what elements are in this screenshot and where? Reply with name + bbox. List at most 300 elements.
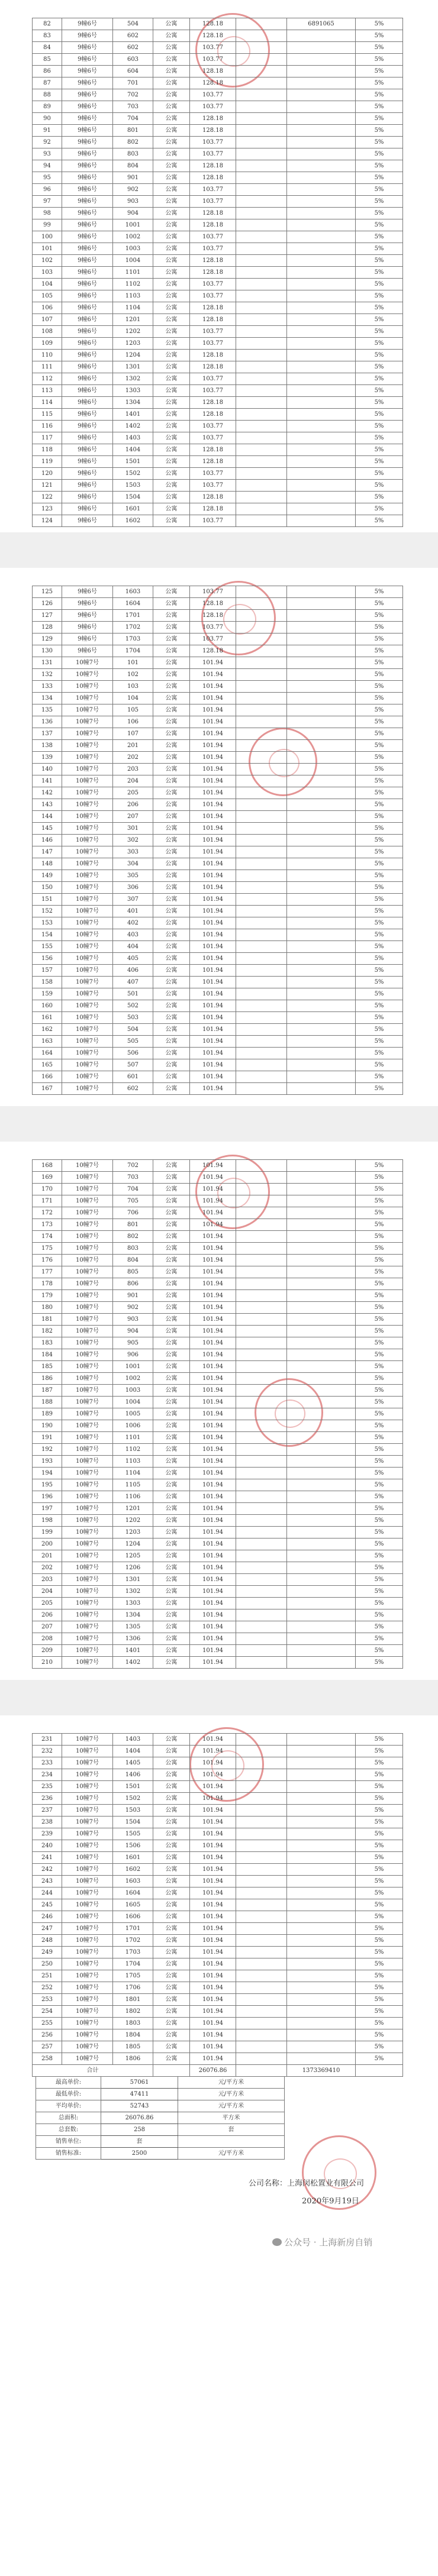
cell-use: 公寓 bbox=[153, 941, 190, 953]
cell-bldg: 10幢7号 bbox=[62, 1887, 113, 1899]
cell-pct: 5% bbox=[356, 929, 403, 941]
cell-room: 1501 bbox=[113, 456, 153, 468]
cell-use: 公寓 bbox=[153, 610, 190, 622]
cell-pct: 5% bbox=[356, 1243, 403, 1255]
cell-use: 公寓 bbox=[153, 1468, 190, 1479]
table-row bbox=[33, 645, 403, 657]
cell-no: 82 bbox=[33, 18, 62, 30]
cell-total bbox=[287, 1994, 356, 2006]
cell-price bbox=[236, 1746, 287, 1757]
cell-price bbox=[236, 2006, 287, 2018]
cell-pct: 5% bbox=[356, 1793, 403, 1805]
cell-pct: 5% bbox=[356, 30, 403, 42]
cell-price bbox=[236, 1036, 287, 1048]
cell-pct: 5% bbox=[356, 1562, 403, 1574]
cell-room: 305 bbox=[113, 870, 153, 882]
cell-area: 101.94 bbox=[190, 1746, 236, 1757]
cell-area: 101.94 bbox=[190, 929, 236, 941]
cell-price bbox=[236, 1491, 287, 1503]
cell-pct: 5% bbox=[356, 503, 403, 515]
cell-total bbox=[287, 870, 356, 882]
cell-price bbox=[236, 1083, 287, 1095]
cell-use: 公寓 bbox=[153, 1000, 190, 1012]
cell-price bbox=[236, 1864, 287, 1876]
cell-price bbox=[236, 1255, 287, 1266]
cell-price bbox=[236, 1734, 287, 1746]
cell-price bbox=[236, 1444, 287, 1456]
cell-pct: 5% bbox=[356, 208, 403, 219]
cell-bldg: 10幢7号 bbox=[62, 1012, 113, 1024]
cell-total bbox=[287, 752, 356, 764]
table-row bbox=[33, 1935, 403, 1947]
cell-use: 公寓 bbox=[153, 385, 190, 397]
cell-bldg: 10幢7号 bbox=[62, 1970, 113, 1982]
cell-price bbox=[236, 255, 287, 267]
cell-use: 公寓 bbox=[153, 953, 190, 965]
table-row bbox=[33, 799, 403, 811]
cell-total bbox=[287, 1527, 356, 1539]
cell-pct: 5% bbox=[356, 1266, 403, 1278]
cell-use: 公寓 bbox=[153, 125, 190, 137]
cell-price bbox=[236, 148, 287, 160]
cell-bldg: 10幢7号 bbox=[62, 1456, 113, 1468]
cell-room: 1601 bbox=[113, 503, 153, 515]
cell-room: 205 bbox=[113, 787, 153, 799]
cell-use: 公寓 bbox=[153, 1805, 190, 1817]
cell-total bbox=[287, 1598, 356, 1609]
cell-price bbox=[236, 858, 287, 870]
table-row bbox=[33, 610, 403, 622]
cell-total bbox=[287, 586, 356, 598]
cell-use: 公寓 bbox=[153, 693, 190, 704]
cell-bldg: 9幢6号 bbox=[62, 18, 113, 30]
cell-total bbox=[287, 882, 356, 894]
cell-area: 103.77 bbox=[190, 137, 236, 148]
cell-total bbox=[287, 1048, 356, 1059]
total-use bbox=[153, 2065, 190, 2077]
summary-unit bbox=[178, 2136, 285, 2148]
cell-pct: 5% bbox=[356, 1781, 403, 1793]
cell-room: 903 bbox=[113, 196, 153, 208]
cell-use: 公寓 bbox=[153, 1385, 190, 1397]
cell-room: 1402 bbox=[113, 1657, 153, 1669]
cell-use: 公寓 bbox=[153, 1633, 190, 1645]
cell-use: 公寓 bbox=[153, 704, 190, 716]
cell-room: 701 bbox=[113, 77, 153, 89]
cell-total bbox=[287, 1887, 356, 1899]
cell-no: 119 bbox=[33, 456, 62, 468]
cell-use: 公寓 bbox=[153, 1562, 190, 1574]
cell-total bbox=[287, 669, 356, 681]
cell-bldg: 10幢7号 bbox=[62, 894, 113, 906]
summary-value: 57061 bbox=[101, 2077, 178, 2089]
cell-area: 103.77 bbox=[190, 421, 236, 432]
cell-room: 806 bbox=[113, 1278, 153, 1290]
cell-room: 1606 bbox=[113, 1911, 153, 1923]
table-row bbox=[33, 2029, 403, 2041]
table-row bbox=[33, 255, 403, 267]
cell-area: 103.77 bbox=[190, 326, 236, 338]
cell-area: 101.94 bbox=[190, 1769, 236, 1781]
cell-no: 147 bbox=[33, 846, 62, 858]
cell-pct: 5% bbox=[356, 1278, 403, 1290]
cell-total bbox=[287, 1184, 356, 1195]
cell-total bbox=[287, 811, 356, 823]
cell-room: 306 bbox=[113, 882, 153, 894]
cell-total bbox=[287, 77, 356, 89]
cell-pct: 5% bbox=[356, 1899, 403, 1911]
cell-room: 1004 bbox=[113, 255, 153, 267]
cell-total bbox=[287, 740, 356, 752]
cell-use: 公寓 bbox=[153, 1657, 190, 1669]
table-row bbox=[33, 1621, 403, 1633]
cell-area: 101.94 bbox=[190, 823, 236, 835]
cell-area: 101.94 bbox=[190, 1539, 236, 1550]
cell-room: 1601 bbox=[113, 1852, 153, 1864]
table-row bbox=[33, 1994, 403, 2006]
cell-price bbox=[236, 279, 287, 290]
cell-price bbox=[236, 1432, 287, 1444]
cell-price bbox=[236, 314, 287, 326]
cell-room: 201 bbox=[113, 740, 153, 752]
cell-area: 101.94 bbox=[190, 657, 236, 669]
table-row bbox=[33, 77, 403, 89]
cell-room: 504 bbox=[113, 18, 153, 30]
cell-no: 129 bbox=[33, 634, 62, 645]
cell-price bbox=[236, 125, 287, 137]
cell-area: 101.94 bbox=[190, 2018, 236, 2029]
cell-price bbox=[236, 740, 287, 752]
cell-room: 1201 bbox=[113, 314, 153, 326]
cell-total bbox=[287, 917, 356, 929]
cell-price bbox=[236, 988, 287, 1000]
cell-total bbox=[287, 148, 356, 160]
table-row bbox=[33, 113, 403, 125]
summary-label: 平均单价: bbox=[36, 2100, 101, 2112]
cell-room: 1504 bbox=[113, 1817, 153, 1828]
cell-price bbox=[236, 1550, 287, 1562]
table-row bbox=[33, 18, 403, 30]
cell-total bbox=[287, 1633, 356, 1645]
cell-area: 128.18 bbox=[190, 598, 236, 610]
cell-area: 101.94 bbox=[190, 1817, 236, 1828]
cell-no: 112 bbox=[33, 373, 62, 385]
summary-row bbox=[36, 2124, 285, 2136]
cell-use: 公寓 bbox=[153, 929, 190, 941]
cell-bldg: 10幢7号 bbox=[62, 1935, 113, 1947]
cell-room: 1304 bbox=[113, 397, 153, 409]
table-row bbox=[33, 1876, 403, 1887]
cell-area: 101.94 bbox=[190, 1172, 236, 1184]
cell-bldg: 9幢6号 bbox=[62, 160, 113, 172]
cell-no: 255 bbox=[33, 2018, 62, 2029]
cell-no: 237 bbox=[33, 1805, 62, 1817]
cell-room: 507 bbox=[113, 1059, 153, 1071]
cell-area: 101.94 bbox=[190, 870, 236, 882]
cell-area: 101.94 bbox=[190, 1290, 236, 1302]
cell-no: 194 bbox=[33, 1468, 62, 1479]
cell-room: 1302 bbox=[113, 1586, 153, 1598]
cell-use: 公寓 bbox=[153, 101, 190, 113]
cell-area: 101.94 bbox=[190, 894, 236, 906]
cell-total bbox=[287, 1935, 356, 1947]
cell-area: 103.77 bbox=[190, 385, 236, 397]
table-row bbox=[33, 101, 403, 113]
cell-use: 公寓 bbox=[153, 148, 190, 160]
cell-area: 101.94 bbox=[190, 1911, 236, 1923]
cell-area: 101.94 bbox=[190, 811, 236, 823]
cell-total bbox=[287, 1970, 356, 1982]
table-row bbox=[33, 1266, 403, 1278]
cell-use: 公寓 bbox=[153, 728, 190, 740]
cell-no: 84 bbox=[33, 42, 62, 54]
cell-price bbox=[236, 1657, 287, 1669]
cell-no: 245 bbox=[33, 1899, 62, 1911]
cell-area: 101.94 bbox=[190, 1876, 236, 1887]
cell-area: 103.77 bbox=[190, 373, 236, 385]
cell-pct: 5% bbox=[356, 882, 403, 894]
cell-use: 公寓 bbox=[153, 1840, 190, 1852]
cell-room: 1106 bbox=[113, 1491, 153, 1503]
summary-row bbox=[36, 2112, 285, 2124]
cell-no: 145 bbox=[33, 823, 62, 835]
cell-use: 公寓 bbox=[153, 2018, 190, 2029]
cell-pct: 5% bbox=[356, 314, 403, 326]
cell-no: 240 bbox=[33, 1840, 62, 1852]
cell-pct: 5% bbox=[356, 941, 403, 953]
cell-area: 103.77 bbox=[190, 586, 236, 598]
cell-bldg: 10幢7号 bbox=[62, 1994, 113, 2006]
cell-no: 155 bbox=[33, 941, 62, 953]
cell-bldg: 10幢7号 bbox=[62, 1947, 113, 1958]
price-table-body bbox=[33, 1734, 403, 2065]
table-row bbox=[33, 54, 403, 66]
table-row bbox=[33, 1609, 403, 1621]
table-row bbox=[33, 492, 403, 503]
cell-no: 235 bbox=[33, 1781, 62, 1793]
cell-no: 121 bbox=[33, 480, 62, 492]
cell-no: 91 bbox=[33, 125, 62, 137]
cell-no: 86 bbox=[33, 66, 62, 77]
cell-no: 124 bbox=[33, 515, 62, 527]
total-amount: 1373369410 bbox=[287, 2065, 356, 2077]
cell-price bbox=[236, 1012, 287, 1024]
cell-price bbox=[236, 432, 287, 444]
cell-pct: 5% bbox=[356, 66, 403, 77]
cell-total bbox=[287, 30, 356, 42]
cell-no: 102 bbox=[33, 255, 62, 267]
cell-bldg: 10幢7号 bbox=[62, 882, 113, 894]
cell-area: 101.94 bbox=[190, 835, 236, 846]
cell-pct: 5% bbox=[356, 1361, 403, 1373]
cell-price bbox=[236, 397, 287, 409]
cell-no: 98 bbox=[33, 208, 62, 219]
cell-pct: 5% bbox=[356, 1468, 403, 1479]
cell-room: 704 bbox=[113, 1184, 153, 1195]
cell-total bbox=[287, 1645, 356, 1657]
cell-use: 公寓 bbox=[153, 503, 190, 515]
cell-area: 103.77 bbox=[190, 634, 236, 645]
cell-price bbox=[236, 1562, 287, 1574]
summary-label: 总套数: bbox=[36, 2124, 101, 2136]
cell-bldg: 10幢7号 bbox=[62, 681, 113, 693]
cell-bldg: 10幢7号 bbox=[62, 953, 113, 965]
table-row bbox=[33, 1840, 403, 1852]
cell-price bbox=[236, 350, 287, 361]
cell-area: 101.94 bbox=[190, 1255, 236, 1266]
cell-area: 101.94 bbox=[190, 846, 236, 858]
cell-bldg: 10幢7号 bbox=[62, 1817, 113, 1828]
cell-room: 803 bbox=[113, 148, 153, 160]
cell-price bbox=[236, 1337, 287, 1349]
cell-total bbox=[287, 2041, 356, 2053]
cell-total bbox=[287, 515, 356, 527]
price-table-2 bbox=[32, 586, 403, 1095]
cell-bldg: 10幢7号 bbox=[62, 1468, 113, 1479]
cell-no: 199 bbox=[33, 1527, 62, 1539]
cell-area: 101.94 bbox=[190, 1645, 236, 1657]
cell-room: 1203 bbox=[113, 338, 153, 350]
cell-pct: 5% bbox=[356, 835, 403, 846]
table-row bbox=[33, 373, 403, 385]
cell-area: 101.94 bbox=[190, 1609, 236, 1621]
cell-no: 137 bbox=[33, 728, 62, 740]
cell-area: 103.77 bbox=[190, 243, 236, 255]
cell-total bbox=[287, 622, 356, 634]
cell-room: 602 bbox=[113, 1083, 153, 1095]
cell-no: 202 bbox=[33, 1562, 62, 1574]
page-gap bbox=[0, 1680, 438, 1715]
cell-area: 128.18 bbox=[190, 645, 236, 657]
cell-bldg: 10幢7号 bbox=[62, 1840, 113, 1852]
cell-area: 103.77 bbox=[190, 515, 236, 527]
cell-price bbox=[236, 894, 287, 906]
cell-price bbox=[236, 1243, 287, 1255]
cell-pct: 5% bbox=[356, 1769, 403, 1781]
cell-no: 175 bbox=[33, 1243, 62, 1255]
cell-bldg: 10幢7号 bbox=[62, 1314, 113, 1326]
cell-price bbox=[236, 2029, 287, 2041]
table-row bbox=[33, 1290, 403, 1302]
cell-pct: 5% bbox=[356, 1970, 403, 1982]
cell-total bbox=[287, 1255, 356, 1266]
cell-room: 702 bbox=[113, 89, 153, 101]
cell-bldg: 10幢7号 bbox=[62, 1574, 113, 1586]
cell-use: 公寓 bbox=[153, 444, 190, 456]
cell-price bbox=[236, 1621, 287, 1633]
cell-pct: 5% bbox=[356, 634, 403, 645]
cell-room: 1704 bbox=[113, 1958, 153, 1970]
cell-price bbox=[236, 1160, 287, 1172]
cell-no: 231 bbox=[33, 1734, 62, 1746]
cell-use: 公寓 bbox=[153, 681, 190, 693]
cell-use: 公寓 bbox=[153, 1876, 190, 1887]
cell-area: 101.94 bbox=[190, 799, 236, 811]
table-row bbox=[33, 468, 403, 480]
cell-no: 92 bbox=[33, 137, 62, 148]
cell-no: 151 bbox=[33, 894, 62, 906]
table-row bbox=[33, 1828, 403, 1840]
cell-price bbox=[236, 1840, 287, 1852]
cell-bldg: 9幢6号 bbox=[62, 267, 113, 279]
cell-no: 250 bbox=[33, 1958, 62, 1970]
cell-total bbox=[287, 314, 356, 326]
table-row bbox=[33, 1083, 403, 1095]
cell-use: 公寓 bbox=[153, 1923, 190, 1935]
cell-total bbox=[287, 1302, 356, 1314]
cell-pct: 5% bbox=[356, 645, 403, 657]
price-table-body bbox=[33, 18, 403, 527]
cell-pct: 5% bbox=[356, 1385, 403, 1397]
cell-total bbox=[287, 160, 356, 172]
cell-price bbox=[236, 1539, 287, 1550]
cell-price bbox=[236, 326, 287, 338]
cell-use: 公寓 bbox=[153, 515, 190, 527]
cell-pct: 5% bbox=[356, 1290, 403, 1302]
cell-bldg: 10幢7号 bbox=[62, 1586, 113, 1598]
page-gap bbox=[0, 532, 438, 568]
cell-room: 1806 bbox=[113, 2053, 153, 2065]
cell-area: 101.94 bbox=[190, 1491, 236, 1503]
table-row bbox=[33, 586, 403, 598]
cell-no: 205 bbox=[33, 1598, 62, 1609]
cell-use: 公寓 bbox=[153, 302, 190, 314]
cell-price bbox=[236, 1059, 287, 1071]
cell-price bbox=[236, 1420, 287, 1432]
cell-no: 156 bbox=[33, 953, 62, 965]
cell-room: 1403 bbox=[113, 1734, 153, 1746]
summary-row bbox=[36, 2136, 285, 2148]
cell-pct: 5% bbox=[356, 1160, 403, 1172]
table-row bbox=[33, 2041, 403, 2053]
table-row bbox=[33, 2018, 403, 2029]
cell-area: 101.94 bbox=[190, 1361, 236, 1373]
cell-pct: 5% bbox=[356, 622, 403, 634]
cell-use: 公寓 bbox=[153, 1290, 190, 1302]
cell-room: 1304 bbox=[113, 1609, 153, 1621]
cell-room: 303 bbox=[113, 846, 153, 858]
cell-room: 203 bbox=[113, 764, 153, 775]
cell-bldg: 10幢7号 bbox=[62, 2029, 113, 2041]
cell-area: 101.94 bbox=[190, 1048, 236, 1059]
cell-total bbox=[287, 350, 356, 361]
cell-no: 94 bbox=[33, 160, 62, 172]
page-1 bbox=[24, 12, 414, 524]
table-row bbox=[33, 1769, 403, 1781]
cell-no: 136 bbox=[33, 716, 62, 728]
cell-total bbox=[287, 456, 356, 468]
cell-price bbox=[236, 598, 287, 610]
cell-price bbox=[236, 409, 287, 421]
table-row bbox=[33, 1219, 403, 1231]
cell-area: 103.77 bbox=[190, 148, 236, 160]
cell-pct: 5% bbox=[356, 1326, 403, 1337]
cell-room: 1702 bbox=[113, 622, 153, 634]
cell-price bbox=[236, 1515, 287, 1527]
cell-room: 1101 bbox=[113, 267, 153, 279]
cell-price bbox=[236, 716, 287, 728]
table-row bbox=[33, 1385, 403, 1397]
cell-total bbox=[287, 480, 356, 492]
cell-bldg: 10幢7号 bbox=[62, 716, 113, 728]
cell-price bbox=[236, 681, 287, 693]
cell-area: 101.94 bbox=[190, 1479, 236, 1491]
cell-price bbox=[236, 1000, 287, 1012]
cell-no: 242 bbox=[33, 1864, 62, 1876]
cell-use: 公寓 bbox=[153, 1024, 190, 1036]
cell-bldg: 10幢7号 bbox=[62, 1503, 113, 1515]
cell-room: 1004 bbox=[113, 1397, 153, 1408]
